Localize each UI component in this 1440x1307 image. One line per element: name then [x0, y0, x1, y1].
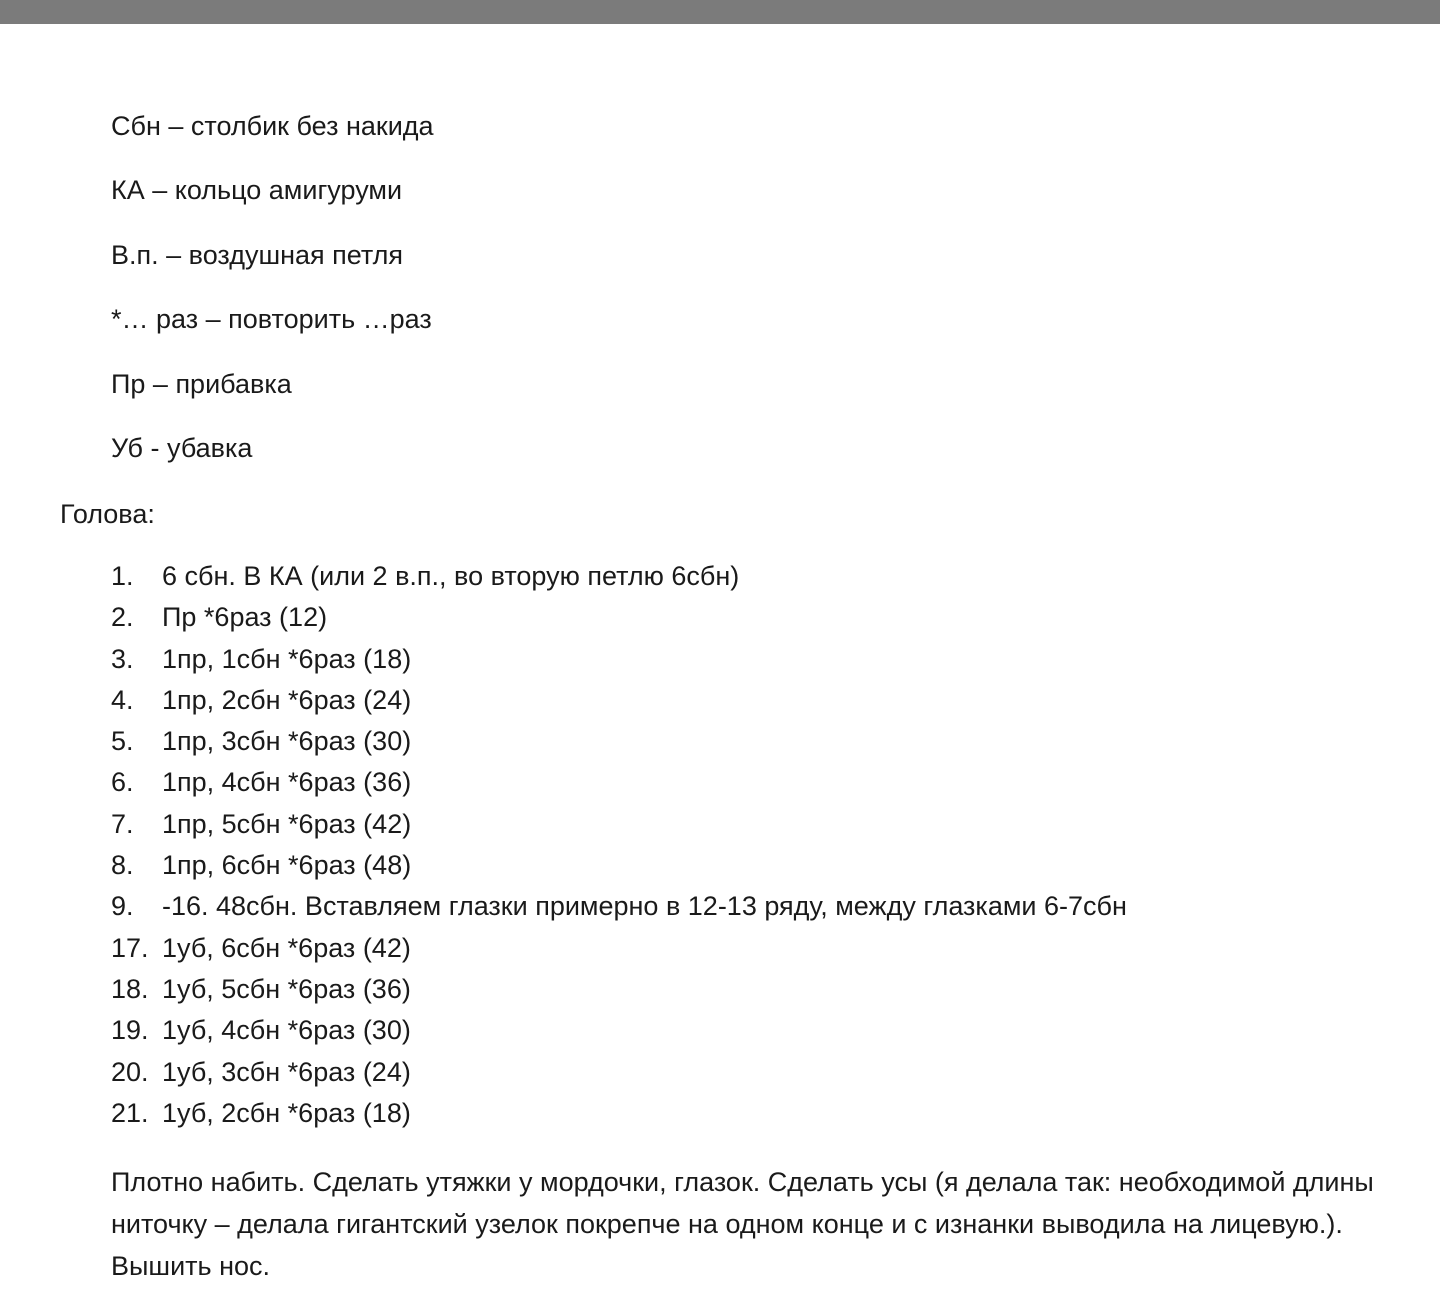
pattern-row — [111, 560, 1127, 601]
legend-item: *… раз – повторить …раз — [111, 304, 432, 335]
legend-item: Пр – прибавка — [111, 368, 292, 399]
legend-item: Уб - убавка — [111, 432, 253, 463]
row-text: Пр *6раз (12) — [162, 602, 328, 633]
row-text: 1уб, 4сбн *6раз (30) — [162, 1015, 411, 1046]
row-number: 3. — [111, 643, 134, 674]
legend-item: КА – кольцо амигуруми — [111, 175, 403, 206]
row-text: 1уб, 3сбн *6раз (24) — [162, 1056, 411, 1087]
legend-item: В.п. – воздушная петля — [111, 239, 404, 270]
row-number: 1. — [111, 561, 134, 591]
legend-item: Сбн – столбик без накида — [111, 111, 434, 141]
row-text: 1уб, 5сбн *6раз (36) — [162, 973, 411, 1004]
row-text: 1пр, 1сбн *6раз (18) — [162, 643, 412, 674]
pattern-row — [111, 1014, 1127, 1055]
pattern-row — [111, 766, 1127, 807]
section-heading-head: Голова: — [60, 499, 155, 529]
row-number: 9. — [111, 891, 134, 922]
window-top-bar — [0, 0, 1440, 25]
pattern-row — [111, 684, 1127, 725]
row-number: 19. — [111, 1015, 149, 1046]
row-text: 6 сбн. В КА (или 2 в.п., во вторую петлю 6сбн) — [162, 561, 740, 591]
row-number: 7. — [111, 808, 134, 839]
row-number: 8. — [111, 850, 134, 881]
document-page — [0, 24, 1440, 1307]
row-text: 1пр, 4сбн *6раз (36) — [162, 767, 412, 798]
row-number: 6. — [111, 767, 134, 798]
closing-paragraph: Плотно набить. Сделать утяжки у мордочки, глазок. Сделать усы (я делала так: необходимой длины ниточку – делала гигантский узелок покрепче на одном конце и с изнанки выводила на лицевую.). Вышить нос. — [111, 1167, 1374, 1281]
pattern-row — [111, 849, 1127, 890]
row-text: -16. 48сбн. Вставляем глазки примерно в 12-13 ряду, между глазками 6-7сбн — [162, 891, 1127, 922]
row-number: 20. — [111, 1056, 149, 1087]
pattern-row — [111, 973, 1127, 1014]
row-text: 1пр, 3сбн *6раз (30) — [162, 726, 412, 757]
pattern-row — [111, 808, 1127, 849]
pattern-row — [111, 1097, 1127, 1138]
pattern-rows-list — [111, 560, 1127, 1138]
abbreviation-legend — [111, 110, 434, 496]
pattern-row — [111, 725, 1127, 766]
row-text: 1пр, 5сбн *6раз (42) — [162, 808, 412, 839]
pattern-row — [111, 601, 1127, 642]
row-text: 1уб, 6сбн *6раз (42) — [162, 932, 411, 963]
pattern-row — [111, 890, 1127, 931]
row-number: 2. — [111, 602, 134, 633]
row-text: 1пр, 2сбн *6раз (24) — [162, 684, 412, 715]
pattern-row — [111, 643, 1127, 684]
pattern-row — [111, 1056, 1127, 1097]
row-number: 4. — [111, 684, 134, 715]
row-number: 21. — [111, 1097, 149, 1128]
row-text: 1уб, 2сбн *6раз (18) — [162, 1097, 411, 1128]
row-number: 17. — [111, 932, 149, 963]
row-text: 1пр, 6сбн *6раз (48) — [162, 850, 412, 881]
row-number: 18. — [111, 973, 149, 1004]
pattern-row — [111, 932, 1127, 973]
row-number: 5. — [111, 726, 134, 757]
